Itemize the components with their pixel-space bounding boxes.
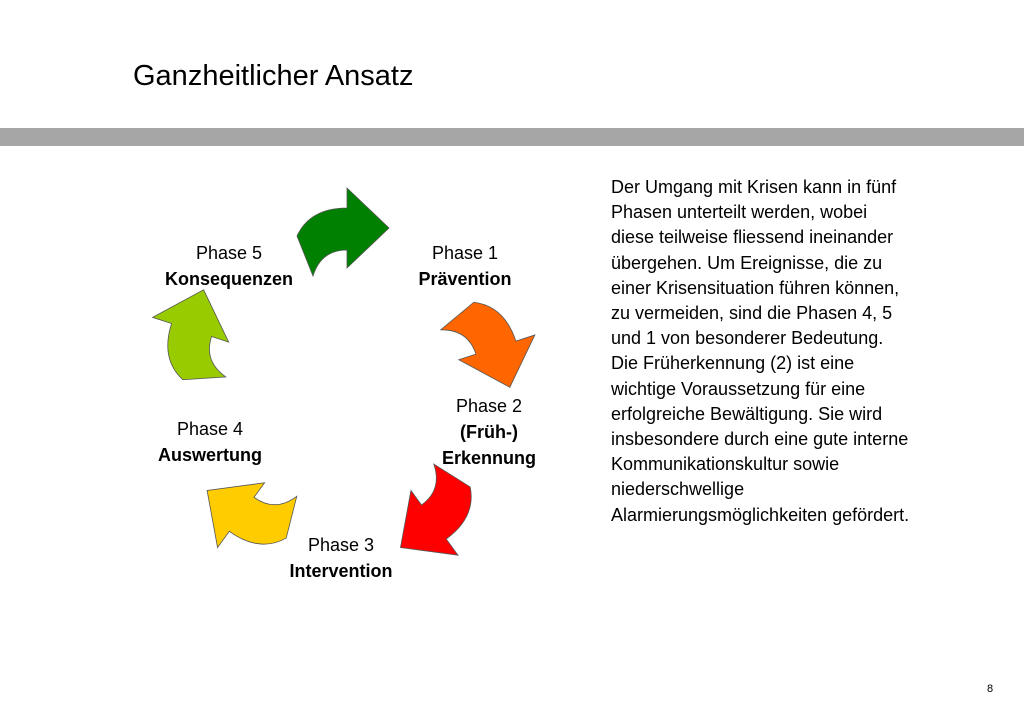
- arrow-phase5-to-1: [297, 188, 389, 276]
- phase1-name: Prävention: [418, 269, 512, 289]
- arrow-phase1-to-2: [436, 287, 548, 402]
- phase2-label: [433, 393, 545, 471]
- page-number: 8: [987, 683, 994, 695]
- phase3-name: Intervention: [289, 561, 393, 581]
- phase3-number: Phase 3: [307, 535, 375, 555]
- phase2-name-line1: (Früh-): [460, 422, 518, 442]
- phase1-number: Phase 1: [431, 243, 499, 263]
- phase3-label: [278, 532, 404, 584]
- phase5-label: [151, 240, 307, 292]
- arrow-phase4-to-5: [137, 277, 249, 392]
- description-paragraph-2: Die Früherkennung (2) ist eine wichtige Voraussetzung für eine erfolgreiche Bewältigung. Sie wird insbesondere durch eine gute interne Kommunikationskultur sowie niederschwellige Alarmierungsmöglichkeiten gefördert.: [611, 353, 910, 525]
- phase4-number: Phase 4: [176, 419, 244, 439]
- phase5-name: Konsequenzen: [164, 269, 293, 289]
- phase4-name: Auswertung: [157, 445, 262, 465]
- phase1-label: [409, 240, 521, 292]
- phase4-label: [147, 416, 273, 468]
- description-text: [611, 175, 911, 528]
- phase2-name-line2: Erkennung: [441, 448, 536, 468]
- phase5-number: Phase 5: [195, 243, 263, 263]
- slide-title: Ganzheitlicher Ansatz: [133, 60, 414, 92]
- description-paragraph-1: Der Umgang mit Krisen kann in fünf Phasen unterteilt werden, wobei diese teilweise fliessend ineinander übergehen. Um Ereignisse, die zu einer Krisensituation führen können, zu vermeiden, sind die Phasen 4, 5 und 1 von besonderer Bedeutung.: [611, 177, 900, 349]
- phase2-number: Phase 2: [455, 396, 523, 416]
